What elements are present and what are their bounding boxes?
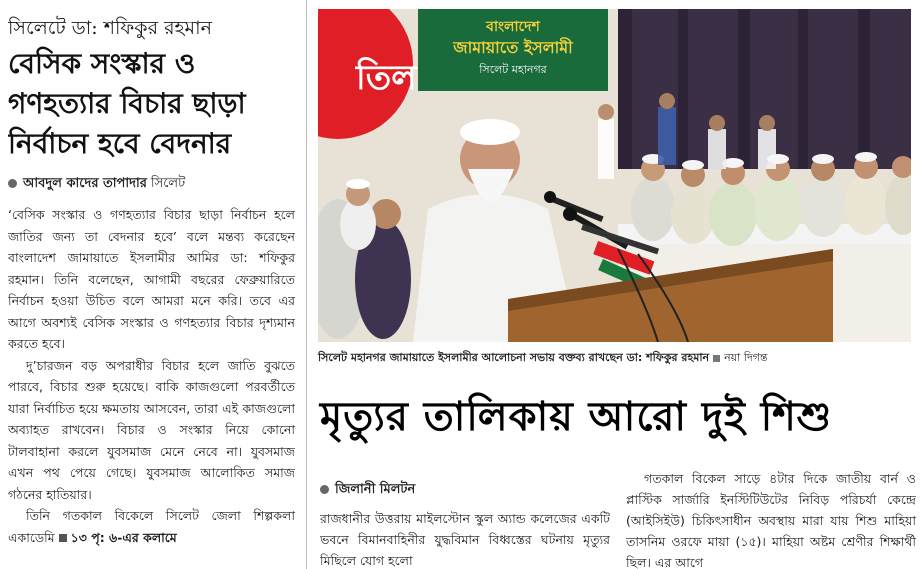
story-body bbox=[8, 204, 295, 548]
banner-line-3: সিলেট মহানগর bbox=[479, 63, 547, 76]
body-paragraph-text: তিনি গতকাল বিকেলে সিলেট জেলা শিল্পকলা একাডেমি bbox=[8, 508, 295, 545]
body-paragraph: গতকাল বিকেল সাড়ে ৪টার দিকে জাতীয় বার্ন ও প্লাস্টিক সার্জারি ইনস্টিটিউটের নিবিড় পরিচর্যা কেন্দ্রে (আইসিইউ) চিকিৎসাধীন অবস্থায় মারা যায় শিশু মাহিয়া তাসনিম ওরফে মায়া (১৫)। মাহিয়া অষ্টম শ্রেণীর শিক্ষার্থী ছিল। এর আগে bbox=[626, 471, 916, 569]
second-story-byline bbox=[320, 480, 415, 501]
banner-line-1: বাংলাদেশ bbox=[486, 19, 540, 35]
byline-name: জিলানী মিলটন bbox=[335, 482, 416, 497]
news-photo bbox=[318, 9, 911, 342]
red-logo-text: তিল bbox=[356, 58, 417, 98]
lead-story bbox=[8, 0, 301, 569]
jump-text: ১৩ পৃ: ৬-এর কলামে bbox=[70, 529, 177, 545]
byline-bullet-icon bbox=[320, 485, 329, 494]
banner-line-2: জামায়াতে ইসলামী bbox=[453, 38, 573, 57]
jump-square-icon bbox=[59, 534, 67, 542]
byline-place: সিলেট bbox=[150, 176, 186, 191]
body-paragraph: দু’চারজন বড় অপরাধীর বিচার হলে জাতি বুঝতে পারবে, বিচার শুরু হয়েছে। বাকি কাজগুলো পরবর্তীতে যারা নির্বাচিত হয়ে ক্ষমতায় আসবেন, তারা এই কাজগুলো অব্যাহত রাখবেন। বিচার ও সংস্কার নিয়ে কোনো টালবাহানা করলে যুবসমাজ মেনে নেবে না। যুবসমাজ এখন পথ পেয়ে গেছে। যুবসমাজ আলোকিত সমাজ গঠনের হাতিয়ার। bbox=[8, 357, 295, 502]
second-story-column-1 bbox=[320, 508, 610, 569]
column-divider bbox=[306, 0, 307, 569]
caption-separator-icon bbox=[713, 355, 720, 362]
story-kicker: সিলেটে ডা: শফিকুর রহমান bbox=[8, 17, 212, 39]
photo-caption bbox=[318, 349, 918, 368]
body-paragraph bbox=[8, 505, 295, 548]
body-paragraph: ‘বেসিক সংস্কার ও গণহত্যার বিচার ছাড়া নির্বাচন হলে জাতির জন্য তা বেদনার হবে’ বলে মন্তব্য করেছেন বাংলাদেশ জামায়াতে ইসলামীর আমির ডা: শফিকুর রহমান। তিনি বলেছেন, আগামী বছরের ফেব্রুয়ারিতে নির্বাচন হওয়া উচিত বলে আমরা মনে করি। তবে এর আগে অবশ্যই বেসিক সংস্কার ও গণহত্যার বিচার দৃশ্যমান করতে হবে। bbox=[8, 207, 295, 351]
photo-illustration bbox=[318, 9, 911, 342]
body-paragraph: রাজধানীর উত্তরায় মাইলস্টোন স্কুল অ্যান্ড কলেজের একটি ভবনে বিমানবাহিনীর যুদ্ধবিমান বিধ্বস্তের ঘটনায় মৃত্যুর মিছিলে যোগ হলো bbox=[320, 511, 610, 568]
caption-text: সিলেট মহানগর জামায়াতে ইসলামীর আলোচনা সভায় বক্তব্য রাখছেন ডা: শফিকুর রহমান bbox=[318, 351, 710, 364]
second-story-headline: মৃত্যুর তালিকায় আরো দুই শিশু bbox=[320, 394, 833, 440]
byline-name: আবদুল কাদের তাপাদার bbox=[23, 176, 147, 191]
photo-credit: নয়া দিগন্ত bbox=[724, 351, 768, 364]
second-story-column-2 bbox=[626, 468, 916, 569]
byline-bullet-icon bbox=[8, 179, 17, 188]
story-headline: বেসিক সংস্কার ও গণহত্যার বিচার ছাড়া নির্বাচন হবে বেদনার bbox=[8, 47, 246, 160]
story-byline bbox=[8, 174, 185, 195]
continued-jump bbox=[55, 530, 177, 545]
